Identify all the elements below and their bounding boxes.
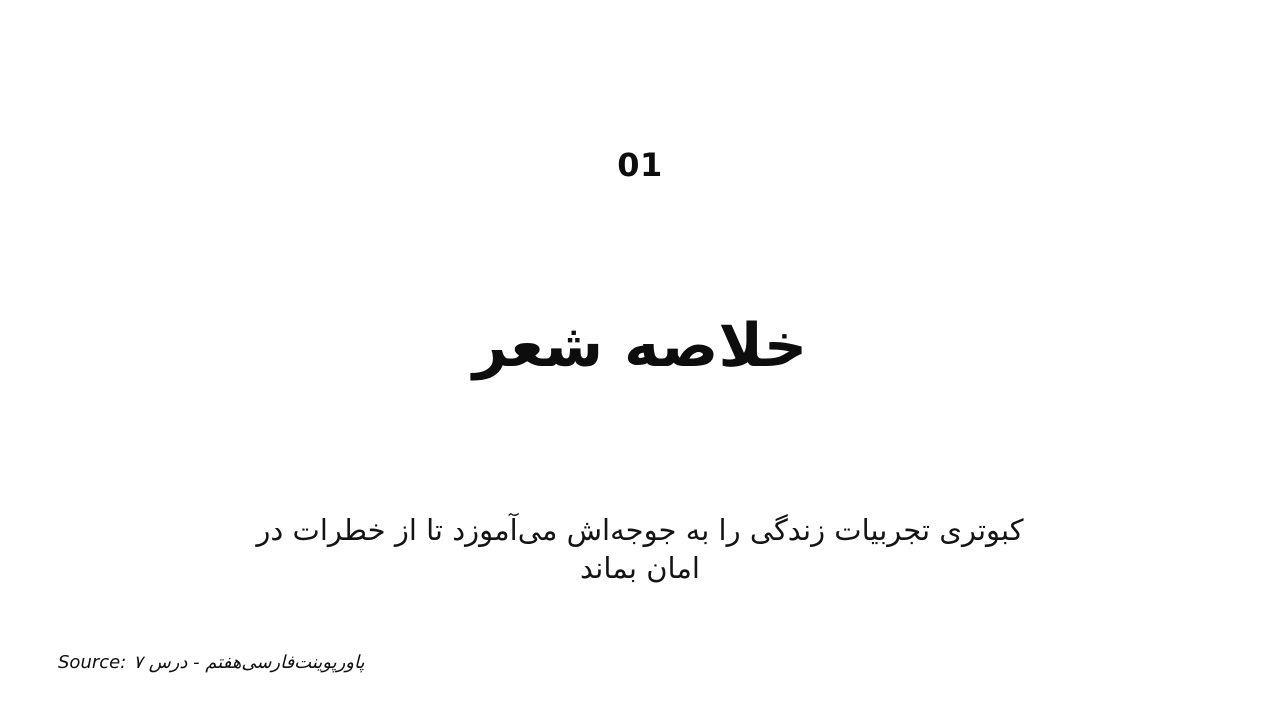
source-label: Source: xyxy=(58,652,127,673)
source-reference: پاورپوینت‌فارسی‌هفتم - درس ۷ xyxy=(133,652,365,673)
body-line-2: امان بماند xyxy=(580,551,700,585)
slide-title: خلاصه شعر xyxy=(472,311,808,381)
body-line-1: کبوتری تجربیات زندگی را به جوجه‌اش می‌آموزد تا از خطرات در xyxy=(256,513,1024,547)
section-number: 01 xyxy=(617,146,663,184)
source-note xyxy=(58,652,365,673)
slide-body xyxy=(0,511,1280,587)
